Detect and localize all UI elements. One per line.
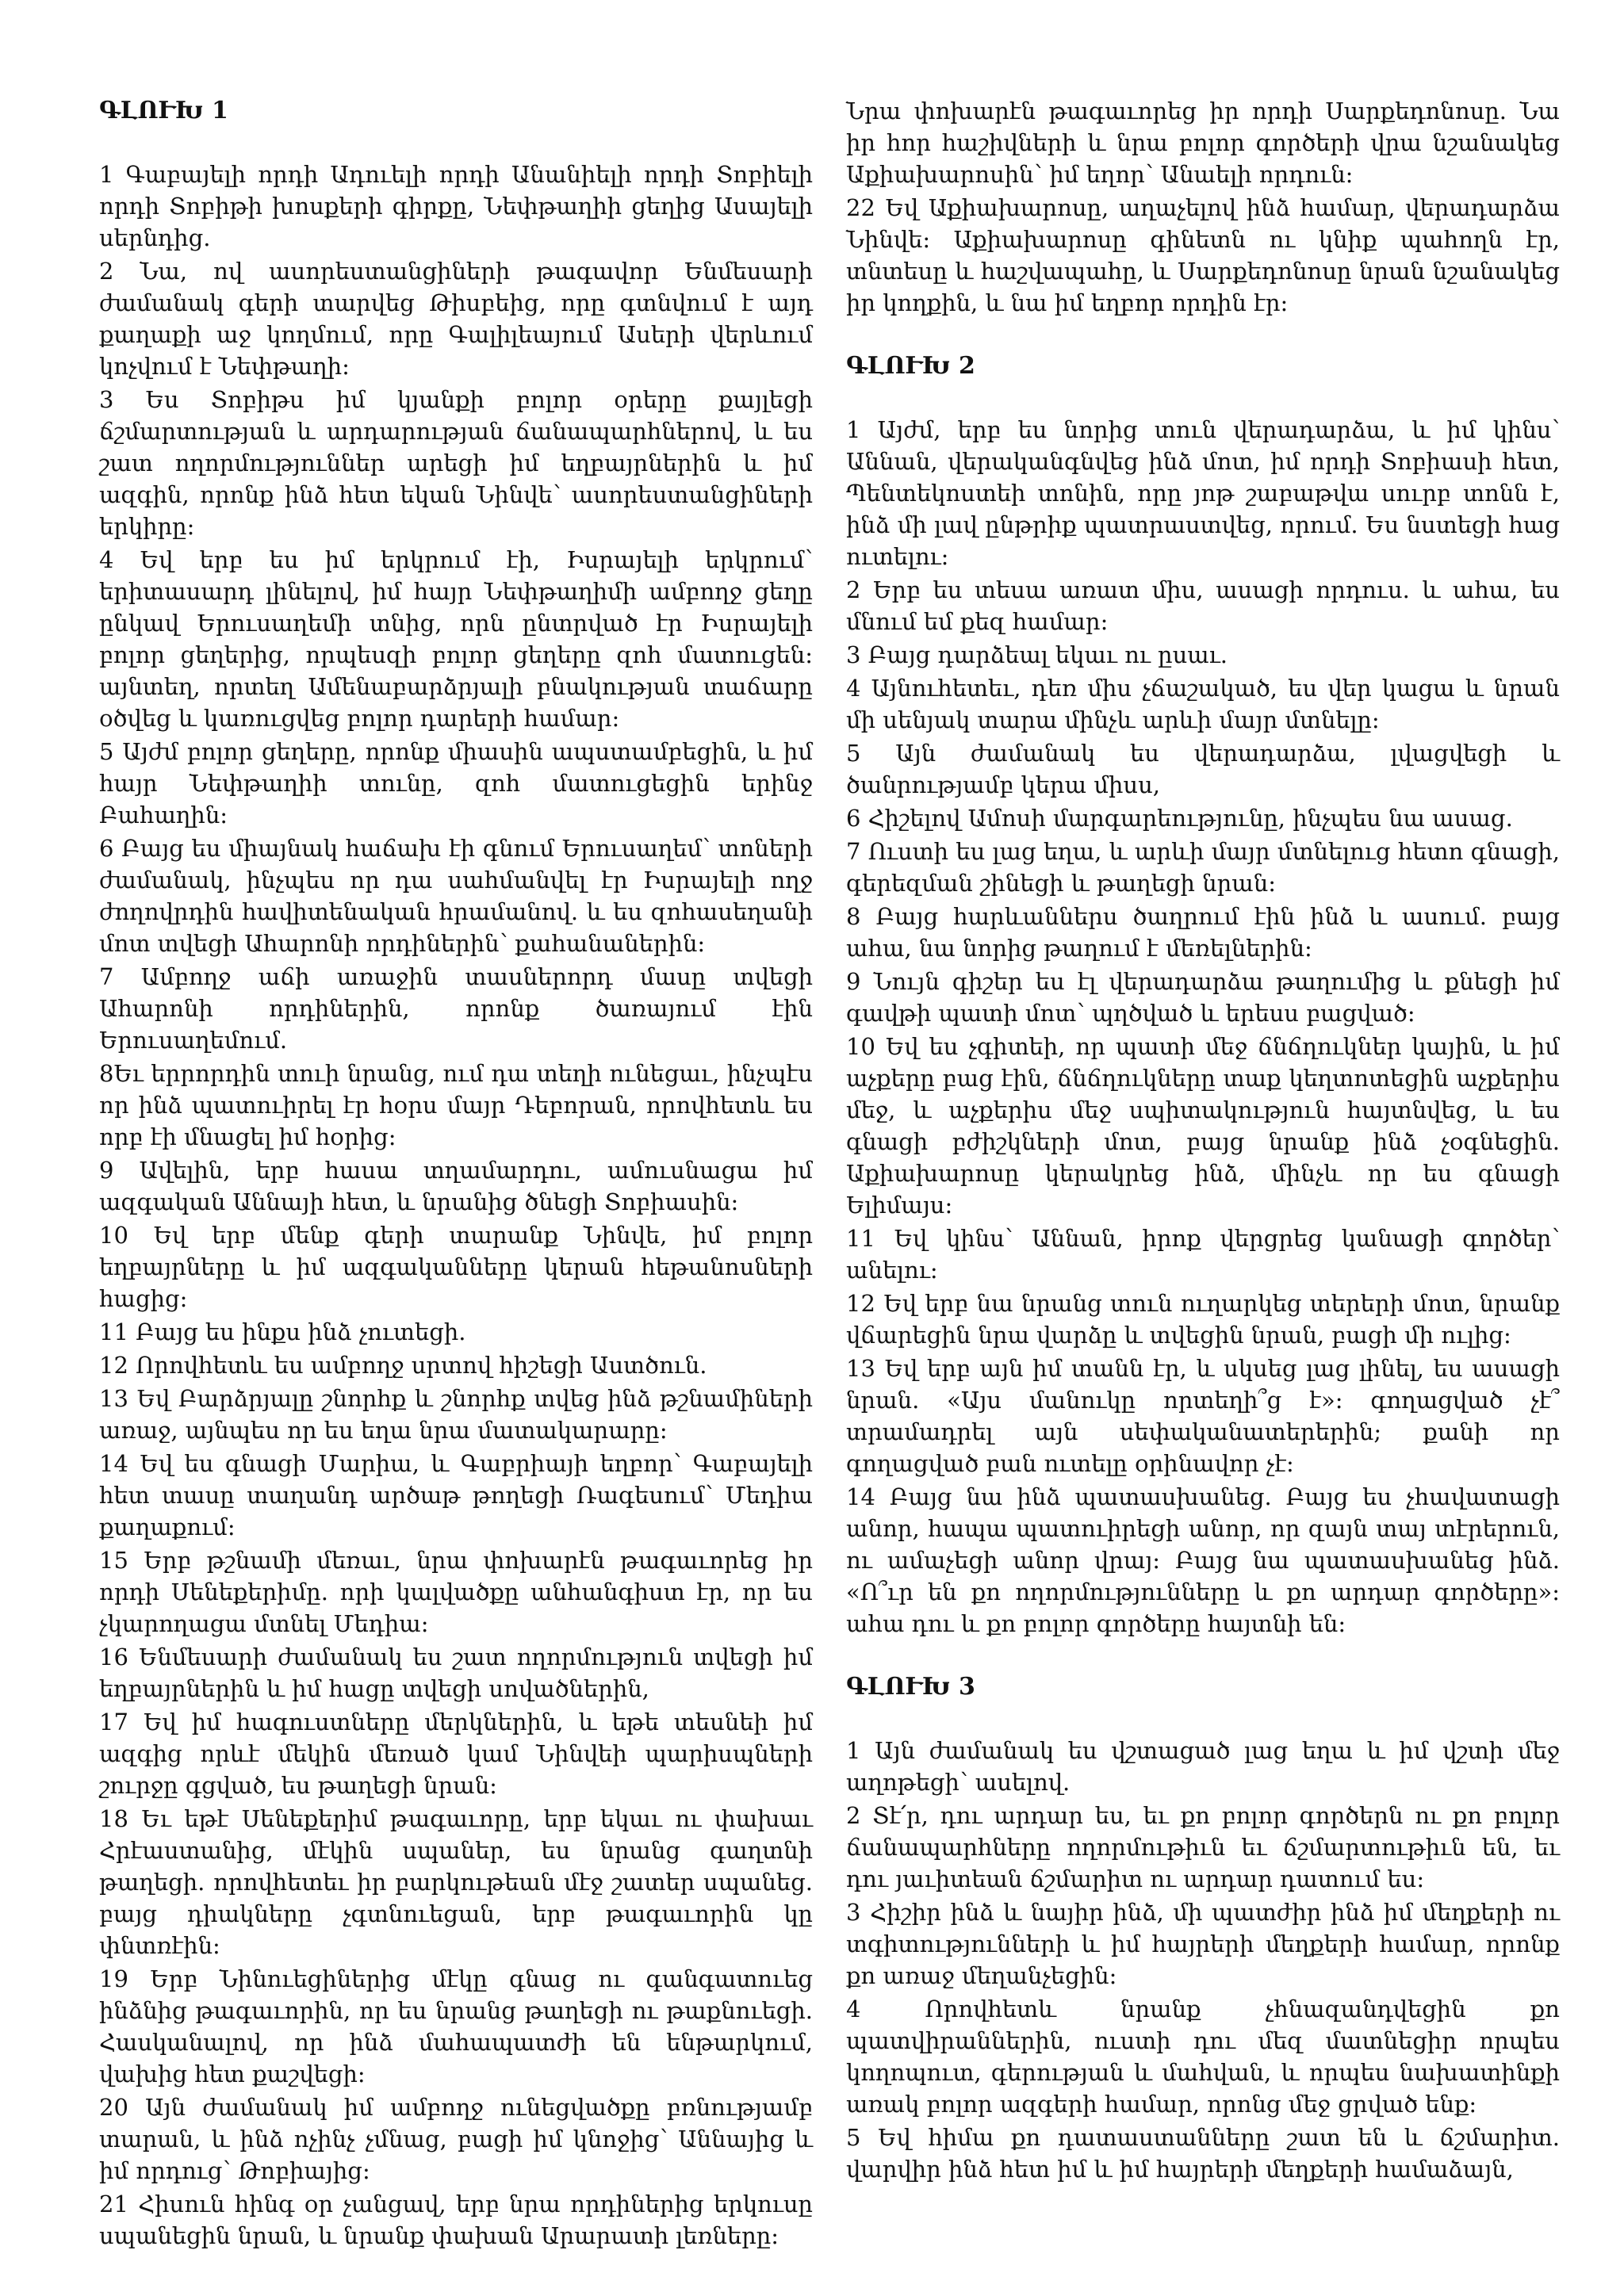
verse: 14 Բայց նա ինձ պատասխանեց. Բայց ես չհավատացի անոր, հապա պատուիրեցի անոր, որ զայն տայ տէրերուն, ու ամաչեցի անոր վրայ: Բայց նա պատասխանեց ինձ. «Ո՞ւր են քո ողորմությունները և քո արդար գործերը»: ահա դու և քո բոլոր գործերը հայտնի են: [846, 1483, 1560, 1637]
verse: 1 Գաբայելի որդի Ադուելի որդի Անանիելի որդի Տոբիելի որդի Տոբիթի խոսքերի գիրքը, Նեփթաղիի ցեղից Ասայելի սերնդից. [99, 161, 813, 251]
verse: 21 Հիսուն հինգ օր չանցավ, երբ նրա որդիներից երկուսը սպանեցին նրան, և նրանք փախան Արարատի լեռները: [99, 2191, 813, 2249]
verse: 3 Բայց դարձեալ եկաւ ու ըսաւ. [846, 641, 1228, 668]
verse: 2 Երբ ես տեսա առատ միս, ասացի որդուս. և ահա, ես մնում եմ քեզ համար: [846, 576, 1560, 635]
verse: 2 Տէ՛ր, դու արդար ես, եւ քո բոլոր գործերն ու քո բոլոր ճանապարհները ողորմութիւն եւ ճշմարտութիւն են, եւ դու յաւիտեան ճշմարիտ ու արդար դատում ես: [846, 1802, 1560, 1892]
verse: 3 Հիշիր ինձ և նայիր ինձ, մի պատժիր ինձ իմ մեղքերի ու տգիտությունների և իմ հայրերի մեղքերի համար, որոնք քո առաջ մեղանչեցին: [846, 1899, 1560, 1989]
verse: 9 Ավելին, երբ հասա տղամարդու, ամուսնացա իմ ազգական Աննայի հետ, և նրանից ծնեցի Տոբիասին: [99, 1157, 813, 1215]
verse: 5 Եվ հիմա քո դատաստանները շատ են և ճշմարիտ. վարվիր ինձ հետ իմ և իմ հայրերի մեղքերի համաձայն, [846, 2124, 1560, 2183]
chapter-3-heading: ԳԼՈՒԽ 3 [846, 1673, 975, 1701]
verse: 1 Այժմ, երբ ես նորից տուն վերադարձա, և իմ կինս՝ Աննան, վերականգնվեց ինձ մոտ, իմ որդի Տոբիասի հետ, Պենտեկոստեի տոնին, որը յոթ շաբաթվա սուրբ տոնն է, ինձ մի լավ ընթրիք պատրաստվեց, որում. Ես նստեցի հաց ուտելու: [846, 416, 1560, 570]
verse: 1 Այն ժամանակ ես վշտացած լաց եղա և իմ վշտի մեջ աղոթեցի՝ ասելով. [846, 1737, 1560, 1796]
verse: 5 Այժմ բոլոր ցեղերը, որոնք միասին ապստամբեցին, և իմ հայր Նեփթաղիի տունը, զոհ մատուցեցին երինջ Բահաղին: [99, 738, 813, 828]
verse: 3 Ես Տոբիթս իմ կյանքի բոլոր օրերը քայլեցի ճշմարտության և արդարության ճանապարհներով, և ես շատ ողորմություններ արեցի իմ եղբայրներին և իմ ազգին, որոնք ինձ հետ եկան Նինվե՝ ասորեստանցիների երկիրը: [99, 386, 813, 540]
verse: 10 Եվ ես չգիտեի, որ պատի մեջ ճնճղուկներ կային, և իմ աչքերը բաց էին, ճնճղուկները տաք կեղտոտեցին աչքերիս մեջ, և աչքերիս մեջ սպիտակություն հայտնվեց, և ես գնացի բժիշկների մոտ, բայց նրանք ինձ չօգնեցին. Աքիախարոսը կերակրեց ինձ, մինչև որ ես գնացի Ելիմայս: [846, 1033, 1560, 1219]
verse: 7 Ամբողջ աճի առաջին տասներորդ մասը տվեցի Ահարոնի որդիներին, որոնք ծառայում էին Երուսաղեմում. [99, 963, 813, 1054]
right-column [846, 95, 1560, 2187]
verse: 4 Այնուհետեւ, դեռ միս չճաշակած, ես վեր կացա և նրան մի սենյակ տարա մինչև արևի մայր մտնելը: [846, 675, 1560, 733]
verse: 13 Եվ Բարձրյալը շնորհք և շնորհք տվեց ինձ թշնամիների առաջ, այնպես որ ես եղա նրա մատակարարը: [99, 1385, 813, 1444]
verse: 14 Եվ ես գնացի Մարիա, և Գաբրիայի եղբոր՝ Գաբայելի հետ տասը տաղանդ արծաթ թողեցի Ռագեսում՝ Մեդիա քաղաքում: [99, 1450, 813, 1540]
verse: 10 Եվ երբ մենք գերի տարանք Նինվե, իմ բոլոր եղբայրները և իմ ազգականները կերան հեթանոսների հացից: [99, 1222, 813, 1312]
chapter-1-continued [846, 95, 1560, 319]
verse: 4 Եվ երբ ես իմ երկրում էի, Իսրայելի երկրում՝ երիտասարդ լինելով, իմ հայր Նեփթաղիմի ամբողջ ցեղը ընկավ Երուսաղեմի տնից, որն ընտրված էր Իսրայելի բոլոր ցեղերից, որպեսզի բոլոր ցեղերը զոհ մատուցեն: այնտեղ, որտեղ Ամենաբարձրյալի բնակության տաճարը օծվեց և կառուցվեց բոլոր դարերի համար: [99, 546, 813, 732]
verse: Նրա փոխարէն թագաւորեց իր որդի Սարքեդոնոսը. Նա իր հոր հաշիվների և նրա բոլոր գործերի վրա նշանակեց Աքիախարոսին՝ իմ եղոր՝ Անաելի որդուն: [846, 98, 1560, 188]
verse: 16 Ենմեսարի ժամանակ ես շատ ողորմություն տվեցի իմ եղբայրներին և իմ հացը տվեցի սովածներին, [99, 1644, 813, 1702]
verse: 12 Եվ երբ նա նրանց տուն ուղարկեց տերերի մոտ, նրանք վճարեցին նրա վարձը և տվեցին նրան, բացի մի ուլից: [846, 1290, 1560, 1349]
verse: 9 Նույն գիշեր ես էլ վերադարձա թաղումից և քնեցի իմ գավթի պատի մոտ՝ պղծված և երեսս բացված: [846, 968, 1560, 1027]
verse: 12 Որովհետև ես ամբողջ սրտով հիշեցի Աստծուն. [99, 1352, 707, 1379]
verse: 13 Եվ երբ այն իմ տանն էր, և սկսեց լաց լինել, ես ասացի նրան. «Այս մանուկը որտեղի՞ց է»: գողացված չէ՞ տրամադրել այն սեփականատերերին; քանի որ գողացված բան ուտելը օրինավոր չէ: [846, 1355, 1560, 1477]
chapter-3-verses [846, 1735, 1560, 2185]
verse: 6 Բայց ես միայնակ հաճախ էի գնում Երուսաղեմ՝ տոների ժամանակ, ինչպես որ դա սահմանվել էր Իսրայելի ողջ ժողովրդին հավիտենական հրամանով. և ես զոհասեղանի մոտ տվեցի Ահարոնի որդիներին՝ քահանաներին: [99, 835, 813, 957]
verse: 6 Հիշելով Ամոսի մարգարեությունը, ինչպես նա ասաց. [846, 805, 1513, 832]
verse: 8Եւ երրորդին տուի նրանց, ում դա տեղի ունեցաւ, ինչպէս որ ինձ պատուիրել էր հօրս մայր Դեբորան, որովհետև ես որբ էի մնացել իմ հօրից: [99, 1060, 813, 1150]
chapter-2-verses [846, 414, 1560, 1640]
verse: 15 Երբ թշնամի մեռաւ, նրա փոխարէն թագաւորեց իր որդի Սենեքերիմը. որի կալվածքը անհանգիստ էր, որ ես չկարողացա մտնել Մեդիա: [99, 1547, 813, 1637]
verse: 20 Այն ժամանակ իմ ամբողջ ունեցվածքը բռնությամբ տարան, և ինձ ոչինչ չմնաց, բացի իմ կնոջից՝ Աննայից և իմ որդուց՝ Թոբիայից: [99, 2094, 813, 2184]
verse: 5 Այն ժամանակ ես վերադարձա, լվացվեցի և ծանրությամբ կերա միսս, [846, 740, 1560, 798]
chapter-1-heading: ԳԼՈՒԽ 1 [99, 97, 228, 124]
verse: 7 Ուստի ես լաց եղա, և արևի մայր մտնելուց հետո գնացի, գերեզման շինեցի և թաղեցի նրան: [846, 838, 1560, 897]
verse: 22 Եվ Աքիախարոսը, աղաչելով ինձ համար, վերադարձա Նինվե: Աքիախարոսը գինետն ու կնիք պահողն էր, տնտեսը և հաշվապահը, և Սարքեդոնոսը նրան նշանակեց իր կողքին, և նա իմ եղբոր որդին էր: [846, 194, 1560, 316]
verse: 17 Եվ իմ հագուստները մերկներին, և եթե տեսնեի իմ ազգից որևէ մեկին մեռած կամ Նինվեի պարիսպների շուրջը գցված, ես թաղեցի նրան: [99, 1709, 813, 1799]
left-column [99, 95, 813, 2253]
chapter-2-heading: ԳԼՈՒԽ 2 [846, 352, 975, 380]
verse: 8 Բայց հարևաններս ծաղրում էին ինձ և ասում. բայց ահա, նա նորից թաղում է մեռելներին: [846, 903, 1560, 962]
chapter-1-verses [99, 159, 813, 2252]
verse: 11 Բայց ես ինքս ինձ չուտեցի. [99, 1318, 466, 1345]
verse: 4 Որովհետև նրանք չհնազանդվեցին քո պատվիրաններին, ուստի դու մեզ մատնեցիր որպես կողոպուտ, գերության և մահվան, և որպես նախատինքի առակ բոլոր ազգերի համար, որոնց մեջ ցրված ենք: [846, 1996, 1560, 2118]
verse: 18 Եւ եթէ Սենեքերիմ թագաւորը, երբ եկաւ ու փախաւ Հրէաստանից, մէկին սպաներ, ես նրանց գաղտնի թաղեցի. որովհետեւ իր բարկութեան մէջ շատեր սպանեց. բայց դիակները չգտնուեցան, երբ թագաւորին կը փնտռէին: [99, 1805, 813, 1959]
verse: 2 Նա, ով ասորեստանցիների թագավոր Ենմեսարի ժամանակ գերի տարվեց Թիսբեից, որը գտնվում է այդ քաղաքի աջ կողմում, որը Գալիլեայում Ասերի վերևում կոչվում է Նեփթաղի: [99, 258, 813, 380]
verse: 11 Եվ կինս՝ Աննան, իրոք վերցրեց կանացի գործեր՝ անելու: [846, 1225, 1560, 1284]
verse: 19 Երբ Նինուեցիներից մէկը գնաց ու գանգատուեց ինձնից թագաւորին, որ ես նրանց թաղեցի ու թաքնուեցի. Հասկանալով, որ ինձ մահապատժի են ենթարկում, վախից հետ քաշվեցի: [99, 1965, 813, 2087]
